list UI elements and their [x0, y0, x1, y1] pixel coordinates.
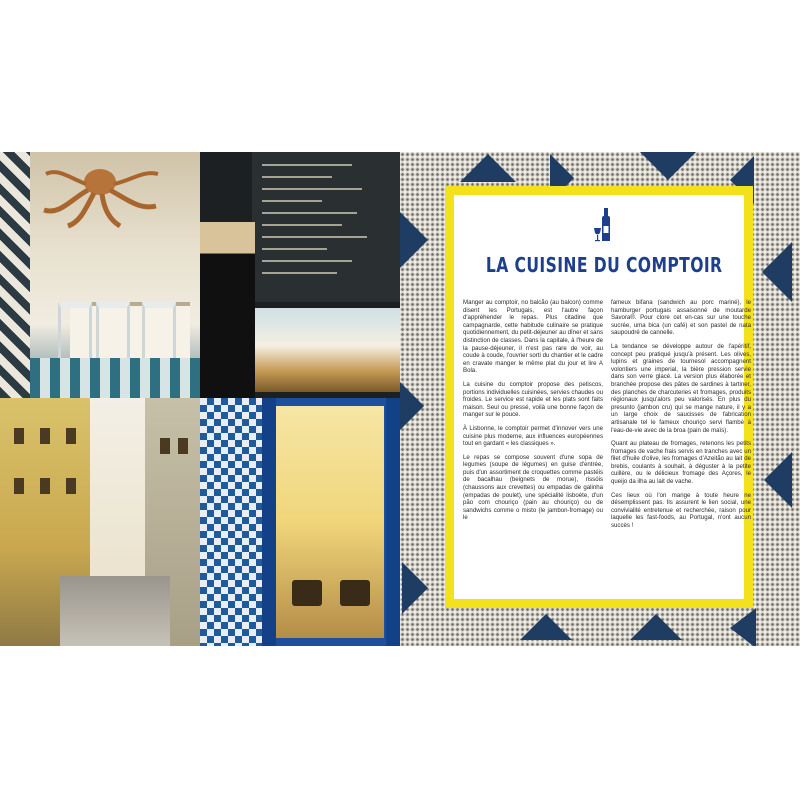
photo-azulejo-tiles [200, 398, 262, 646]
article-column-right [611, 299, 751, 536]
cafe-table [292, 580, 322, 606]
paragraph: La cuisine du comptoir propose des petiscos, portions individuelles cuisinées, servies chaudes ou froides. Le service est rapide et les plats sont faits maison. Seul ou pressé, voilà une bonne façon de manger sur le pouce. [463, 380, 603, 419]
photo-chalkboard-menu [200, 152, 400, 398]
paragraph: La tendance se développe autour de l'apéritif, concept peu pratiqué jusqu'à présent. Les olives, lupins et graines de tournesol accompagnent volontiers une imperial, la bière pression servie dans son verre glacé. La version plus élaborée et branchée propose des pâtes de sardines à tartiner, des planches de charcuteries et fromages, produits régionaux jusqu'alors peu valorisés. En plus du presunto (jambon cru) qui se mange nature, il y a un large choix de saucisses de fabrication artisanale tel le fameux chouriço servi flambé à l'eau-de-vie avec de la broa (pain de maïs). [611, 342, 751, 434]
azulejo-wall [0, 152, 30, 398]
chalkboard [252, 152, 400, 302]
cafe-table [340, 580, 370, 606]
paragraph: fameux bifana (sandwich au porc mariné), le hamburger portugais assaisonné de moutarde Savora®. Pour clore cet en-cas sur une touche sucrée, uma bica (un café) et son pastel de nata saupoudré de cannelle. [611, 299, 751, 337]
article-frame [445, 186, 753, 608]
article-panel [454, 195, 751, 599]
display-case [255, 308, 400, 392]
octopus-sculpture [40, 160, 160, 230]
door-frame-right [386, 398, 400, 646]
wine-bottle-and-glass-icon [594, 208, 614, 242]
door-frame-left [262, 398, 276, 646]
paragraph: À Lisbonne, le comptoir permet d'innover vers une cuisine plus moderne, aux influences européennes tout en gardant « les classiques ». [463, 424, 603, 448]
article-title: LA CUISINE DU COMPTOIR [485, 253, 723, 277]
cobblestone-street [60, 576, 170, 646]
article-column-left [463, 299, 603, 528]
paragraph: Le repas se compose souvent d'une sopa de legumes (soupe de légumes) en guise d'entrée, puis d'un assortiment de croquettes comme pastéis de bacalhau (beignets de morue), rissóis (chaussons aux crevettes) ou empadas de galinha (empadas de poulet), une spécialité lisboète, d'un pão com chouriço (pain au chouriço) ou de sandwichs comme o misto (le jambon-fromage) ou le [463, 453, 603, 522]
photo-restaurant-octopus [0, 152, 200, 398]
paragraph: Quant au plateau de fromages, retenons les petits fromages de vache frais servis en tranches avec un filet d'huile d'olive, les fromages d'Azeitão au lait de brebis, coulants à souhait, à déguster à la petite cuillère, ou le délicieux fromage des Açores, le queijo da ilha au lait de vache. [611, 440, 751, 486]
tiled-floor [30, 358, 200, 398]
server-person [200, 222, 255, 398]
photo-blue-doorway [262, 398, 400, 646]
photo-lisbon-street [0, 398, 200, 646]
paragraph: Manger au comptoir, no balcão (au balcon) comme disent les Portugais, est l'autre façon d'appréhender le repas. Plus citadine que campagnarde, cette habitude culinaire se pratique quotidiennement, du petit-déjeuner au dîner et sans distinction de classes. Dans la capitale, à l'heure de la pause-déjeuner, il n'est pas rare de voir, au coude à coude, l'ouvrier sorti du chantier et le cadre en cravate manger le même plat du jour et lire A Bola. [463, 299, 603, 375]
paragraph: Ces lieux où l'on mange à toute heure ne désemplissent pas. Ils assurent le lien social, une convivialité entretenue et recherchée, raison pour laquelle les fast-foods, au Portugal, n'ont aucun succès ! [611, 491, 751, 530]
